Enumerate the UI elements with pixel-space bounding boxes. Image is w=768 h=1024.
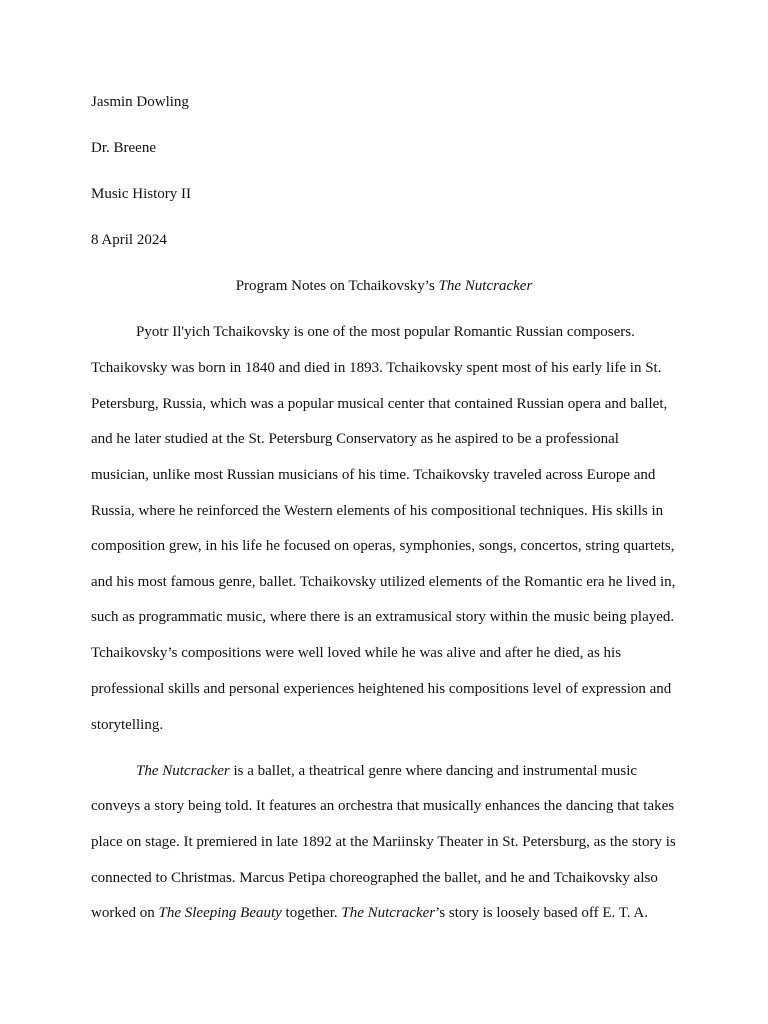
text-run: ’s story is loosely based off E. T. A. [435,905,649,921]
author-name: Jasmin Dowling [91,94,189,110]
italic-title: The Nutcracker [341,905,436,921]
instructor-name: Dr. Breene [91,140,156,156]
text-run: worked on [91,905,159,921]
paragraph-line: Tchaikovsky’s compositions were well loved while he was alive and after he died, as his [91,645,622,661]
paragraph-line: and he later studied at the St. Petersburg Conservatory as he aspired to be a professional [91,431,619,447]
paragraph-line [91,904,648,922]
title-work: The Nutcracker [438,278,533,294]
paragraph-line: musician, unlike most Russian musicians of his time. Tchaikovsky traveled across Europe and [91,467,656,483]
text-run: is a ballet, a theatrical genre where dancing and instrumental music [229,763,638,779]
course-name: Music History II [91,186,191,202]
paragraph-line: composition grew, in his life he focused on operas, symphonies, songs, concertos, string quartets, [91,538,675,554]
date: 8 April 2024 [91,232,167,248]
paragraph-line: professional skills and personal experiences heightened his compositions level of expression and [91,681,672,697]
paragraph-line: Pyotr Il'yich Tchaikovsky is one of the most popular Romantic Russian composers. [136,324,635,340]
paragraph-line [136,762,637,780]
text-run: together. [281,905,342,921]
paragraph-line: such as programmatic music, where there is an extramusical story within the music being played. [91,609,675,625]
title-prefix: Program Notes on Tchaikovsky’s [235,278,439,294]
paragraph-line: conveys a story being told. It features an orchestra that musically enhances the dancing that takes [91,798,675,814]
paragraph-line: Russia, where he reinforced the Western elements of his compositional techniques. His skills in [91,503,664,519]
paragraph-line: Petersburg, Russia, which was a popular musical center that contained Russian opera and ballet, [91,396,668,412]
paragraph-line: and his most famous genre, ballet. Tchaikovsky utilized elements of the Romantic era he lived in, [91,574,676,590]
paragraph-line: storytelling. [91,717,164,733]
paragraph-line: place on stage. It premiered in late 1892 at the Mariinsky Theater in St. Petersburg, as the story is [91,834,676,850]
paragraph-line: connected to Christmas. Marcus Petipa choreographed the ballet, and he and Tchaikovsky also [91,870,658,886]
page-title [0,277,768,295]
italic-title: The Sleeping Beauty [158,905,282,921]
italic-title: The Nutcracker [136,763,230,779]
paragraph-line: Tchaikovsky was born in 1840 and died in 1893. Tchaikovsky spent most of his early life in St. [91,360,662,376]
